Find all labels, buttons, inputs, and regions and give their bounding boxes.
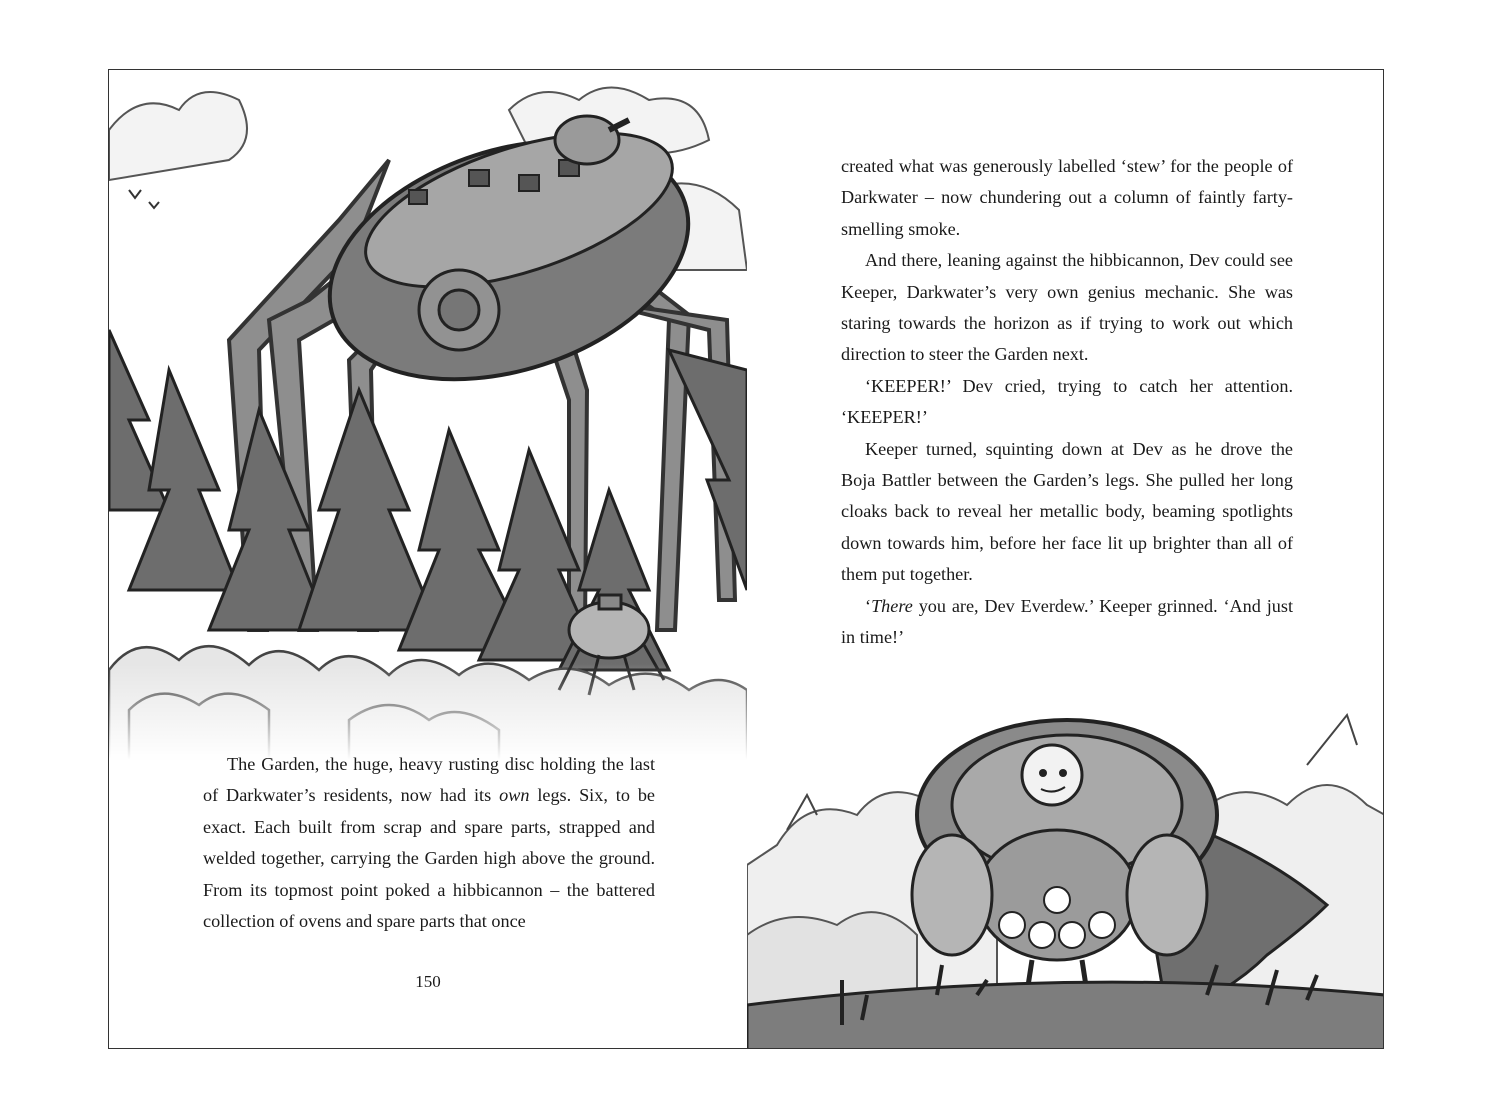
paragraph: The Garden, the huge, heavy rusting disc holding the last of Darkwater’s residents, now had its own legs. Six, to be exact. Each built from scrap and spare parts, strapped and welded together, carrying the Garden high above the ground. From its topmost point poked a hibbicannon – the battered collection of ovens and spare parts that once — [203, 754, 656, 932]
book-spread — [108, 69, 1384, 1049]
paragraph: Keeper turned, squinting down at Dev as he drove the Boja Battler between the Garden’s legs. She pulled her long cloaks back to reveal her metallic body, beaming spotlights down towards him, before her face lit up brighter than all of them put together. — [841, 438, 1293, 585]
paragraph: And there, leaning against the hibbicannon, Dev could see Keeper, Darkwater’s very own genius mechanic. She was staring towards the horizon as if trying to work out which direction to steer the Garden next. — [841, 250, 1293, 365]
keeper-illustration — [747, 695, 1384, 1048]
page-number: 150 — [415, 972, 441, 991]
right-page — [747, 70, 1384, 1048]
paragraph: ‘There you are, Dev Everdew.’ Keeper grinned. ‘And just in time!’ — [841, 595, 1293, 648]
left-page — [109, 70, 747, 1048]
left-page-text — [203, 749, 655, 937]
paragraph: ‘KEEPER!’ Dev cried, trying to catch her attention. ‘KEEPER!’ — [841, 375, 1293, 428]
right-page-text — [841, 151, 1293, 654]
paragraph: created what was generously labelled ‘stew’ for the people of Darkwater – now chundering out a column of faintly farty-smelling smoke. — [841, 156, 1293, 239]
garden-walker-illustration — [109, 70, 747, 760]
